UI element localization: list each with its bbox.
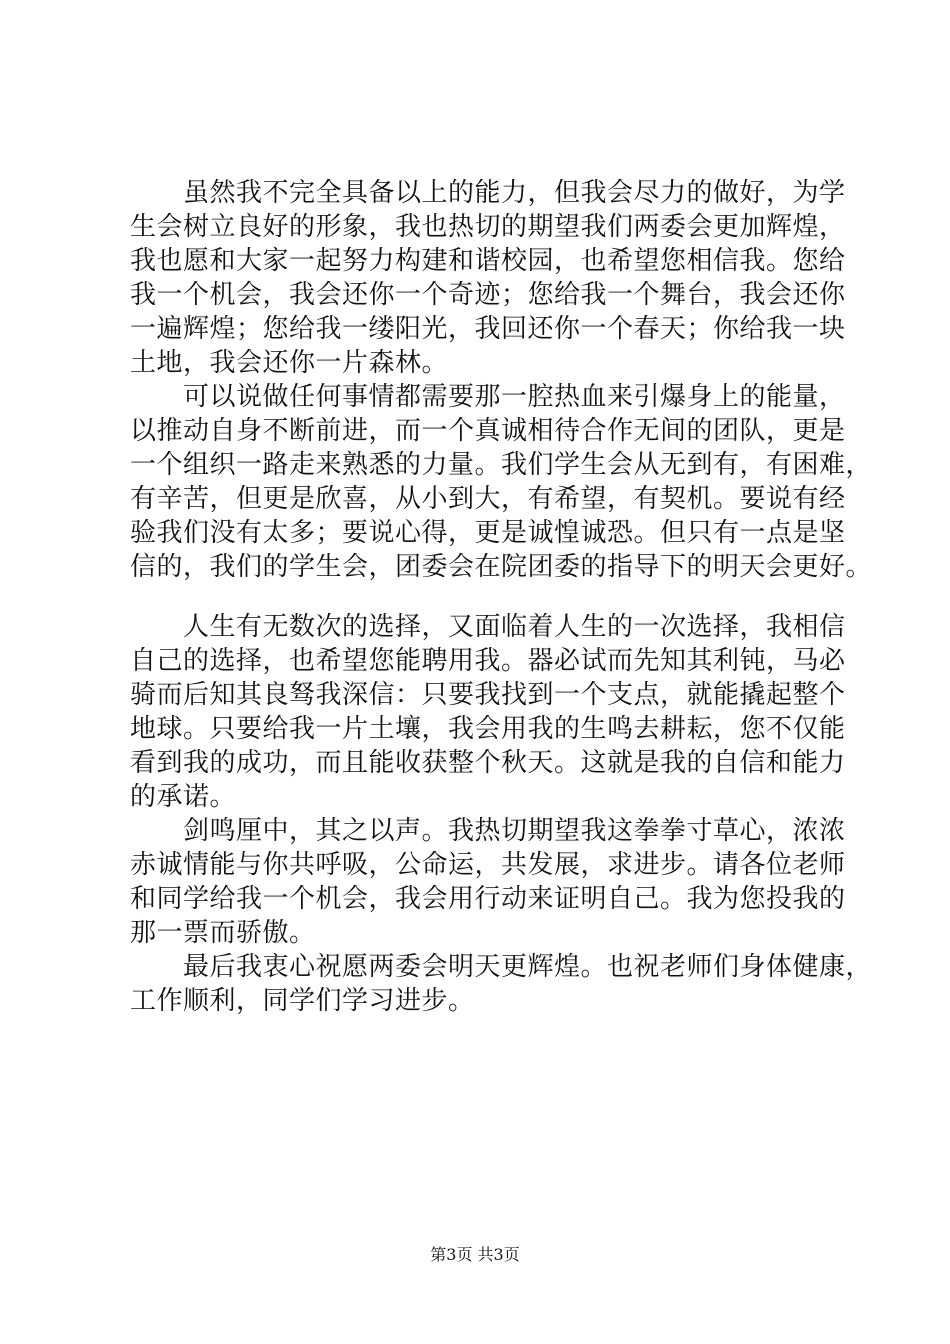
text-line: 一个组织一路走来熟悉的力量。我们学生会从无到有，有困难， [130,450,873,480]
text-line: 可以说做任何事情都需要那一腔热血来引爆身上的能量， [130,382,846,412]
text-line: 最后我衷心祝愿两委会明天更辉煌。也祝老师们身体健康， [130,952,873,982]
text-line: 骑而后知其良驽我深信：只要我找到一个支点，就能撬起整个 [130,680,846,710]
text-line: 一遍辉煌；您给我一缕阳光，我回还你一个春天；你给我一块 [130,314,846,344]
text-line: 和同学给我一个机会，我会用行动来证明自己。我为您投我的 [130,884,846,914]
text-line: 我一个机会，我会还你一个奇迹；您给我一个舞台，我会还你 [130,280,846,310]
text-line: 信的，我们的学生会，团委会在院团委的指导下的明天会更好。 [130,552,873,582]
text-line: 验我们没有太多；要说心得，更是诚惶诚恐。但只有一点是坚 [130,518,846,548]
text-line: 生会树立良好的形象，我也热切的期望我们两委会更加辉煌， [130,212,846,242]
text-line: 工作顺利，同学们学习进步。 [130,986,475,1016]
text-line: 那一票而骄傲。 [130,918,316,948]
text-line: 虽然我不完全具备以上的能力，但我会尽力的做好，为学 [130,178,846,208]
text-line: 人生有无数次的选择，又面临着人生的一次选择，我相信 [130,612,846,642]
text-line: 有辛苦，但更是欣喜，从小到大，有希望，有契机。要说有经 [130,484,846,514]
text-line: 地球。只要给我一片土壤，我会用我的生鸣去耕耘，您不仅能 [130,714,846,744]
text-line: 土地，我会还你一片森林。 [130,348,449,378]
page-number-footer: 第3页 共3页 [430,1245,520,1264]
text-line: 我也愿和大家一起努力构建和谐校园，也希望您相信我。您给 [130,246,846,276]
text-line: 剑鸣厘中，其之以声。我热切期望我这拳拳寸草心，浓浓 [130,816,846,846]
text-line: 赤诚情能与你共呼吸，公命运，共发展，求进步。请各位老师 [130,850,846,880]
text-line: 看到我的成功，而且能收获整个秋天。这就是我的自信和能力 [130,748,846,778]
text-line: 自己的选择，也希望您能聘用我。器必试而先知其利钝，马必 [130,646,846,676]
text-line: 以推动自身不断前进，而一个真诚相待合作无间的团队，更是 [130,416,846,446]
text-line: 的承诺。 [130,782,237,812]
